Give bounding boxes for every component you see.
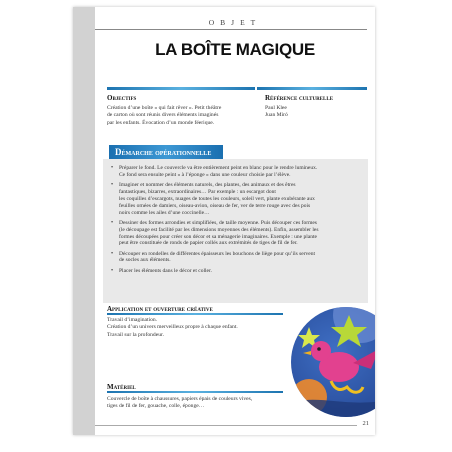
application-line: Création d’un univers merveilleux propre à chaque enfant. bbox=[107, 324, 238, 331]
reference-heading: Référence culturelle bbox=[265, 94, 334, 102]
demarche-heading: Démarche opérationnelle bbox=[109, 145, 223, 159]
materiel-bar bbox=[107, 391, 283, 393]
footer-rule bbox=[95, 425, 357, 426]
list-item: • Découper en rondelles de différentes épaisseurs les bouchons de liège pour qu’ils servent de socles aux éléments. bbox=[111, 250, 316, 264]
materiel-line: tiges de fil de fer, gouache, colle, éponge… bbox=[107, 403, 205, 410]
objectifs-line: par les enfants. Évocation d’un monde féerique. bbox=[107, 119, 215, 126]
reference-bar bbox=[257, 87, 367, 90]
bullet-icon: • bbox=[111, 182, 114, 188]
reference-name: Paul Klee bbox=[265, 105, 287, 111]
objectifs-text bbox=[107, 105, 257, 127]
book-page bbox=[73, 7, 375, 435]
list-item: • Dessiner des formes arrondies et simplifiées, de taille moyenne. Puis découper ces formes (le découpage est facilité par les dimensions moyennes des éléments). Enfin, assembler les formes découpées pour créer son décor et sa ménagerie imaginaires. Exemple : une plante peut être constituée de ronds de papier collés aux extrémités de tiges de fil de fer. bbox=[111, 219, 319, 247]
materiel-text bbox=[107, 396, 287, 411]
objectifs-heading: Objectifs bbox=[107, 94, 137, 102]
application-bar bbox=[107, 313, 283, 315]
materiel-heading: Matériel bbox=[107, 383, 136, 391]
section-tag: OBJET bbox=[208, 18, 262, 27]
bullet-icon: • bbox=[111, 165, 114, 171]
list-item: • Placer les éléments dans le décor et coller. bbox=[111, 267, 212, 274]
bullet-icon: • bbox=[111, 267, 114, 274]
reference-name: Juan Miró bbox=[265, 112, 288, 119]
application-text bbox=[107, 317, 287, 339]
reference-text bbox=[265, 105, 365, 120]
page-number: 21 bbox=[362, 420, 369, 427]
list-item: • Imaginer et nommer des éléments naturels, des plantes, des animaux et des êtres fantastiques, bizarres, extraordinaires… Par exemple : un escargot dont les coquilles d’escargots, nuages de toutes les couleurs, soleil vert, plante exubérante aux feuilles ornées de damiers, oiseau-avion, oiseau de fer, ver de terre rouge avec des pois noirs comme les ailes d’une coccinelle… bbox=[111, 182, 315, 216]
header-rule bbox=[95, 29, 367, 30]
objectifs-bar bbox=[107, 87, 255, 90]
materiel-line: Couvercle de boîte à chaussures, papiers épais de couleurs vives, bbox=[107, 396, 253, 402]
application-heading: Application et ouverture créative bbox=[107, 305, 213, 313]
objectifs-line: Création d’une boîte « qui fait rêver ». Petit théâtre bbox=[107, 105, 222, 111]
demarche-list bbox=[111, 165, 361, 278]
list-item: • Préparer le fond. Le couvercle va être entièrement peint en blanc pour le rendre lumineux. Ce fond sera ensuite peint « à l’éponge » dans une couleur choisie par l’élève. bbox=[111, 165, 318, 178]
application-line: Travail d’imagination. bbox=[107, 317, 158, 323]
bullet-icon: • bbox=[111, 250, 114, 257]
page-title: LA BOÎTE MAGIQUE bbox=[155, 40, 315, 59]
side-strip bbox=[73, 7, 95, 435]
magic-box-illustration bbox=[291, 307, 375, 417]
objectifs-line: de carton où sont réunis divers éléments imaginés bbox=[107, 112, 219, 119]
bullet-icon: • bbox=[111, 219, 114, 226]
application-line: Travail sur la profondeur. bbox=[107, 331, 164, 338]
bird-illustration-icon bbox=[291, 307, 375, 417]
